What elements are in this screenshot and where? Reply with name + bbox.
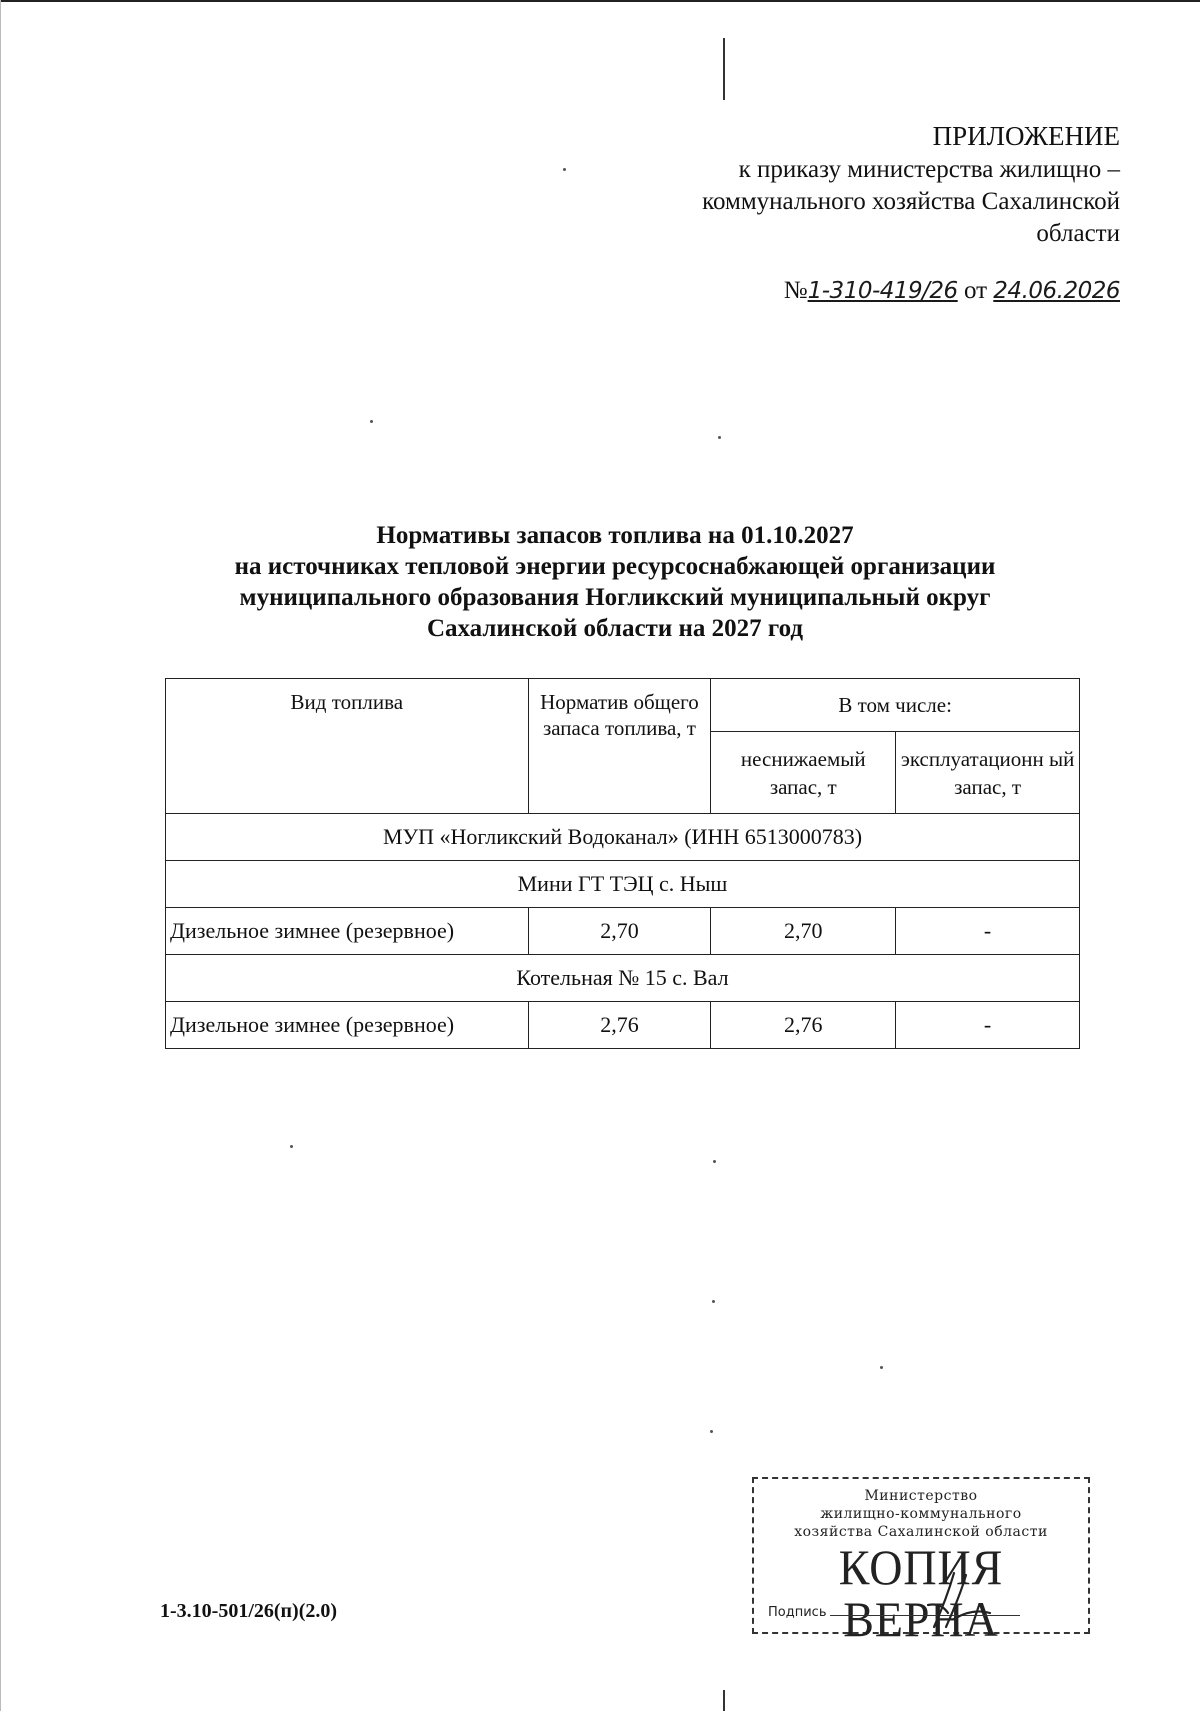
appendix-line: области (1036, 220, 1120, 247)
appendix-header (702, 118, 1120, 250)
stamp-org-line: жилищно-коммунального (820, 1506, 1022, 1522)
stamp-org-line: хозяйства Сахалинской области (794, 1524, 1048, 1540)
header-total-norm: Норматив общего запаса топлива, т (528, 679, 711, 814)
left-scan-edge (0, 0, 1, 1711)
stamp-sign-label: Подпись (768, 1605, 827, 1620)
scan-margin-mark (723, 38, 725, 100)
header-fuel-kind: Вид топлива (166, 679, 529, 814)
total-norm-cell: 2,70 (528, 908, 711, 955)
header-including: В том числе: (711, 679, 1080, 732)
table-row (166, 1002, 1080, 1049)
total-norm-cell: 2,76 (528, 1002, 711, 1049)
table-row (166, 861, 1080, 908)
number-prefix: № (783, 277, 808, 304)
date-prefix: от (963, 277, 988, 304)
operational-stock-cell: - (896, 1002, 1080, 1049)
organization-name: МУП «Ногликский Водоканал» (ИНН 6513000783) (166, 814, 1080, 861)
top-scan-edge (0, 0, 1200, 2)
table-header-row (166, 679, 1080, 732)
operational-stock-cell: - (896, 908, 1080, 955)
minimum-stock-cell: 2,70 (711, 908, 896, 955)
document-title (150, 520, 1080, 644)
minimum-stock-cell: 2,76 (711, 1002, 896, 1049)
title-line: Сахалинской области на 2027 год (426, 615, 804, 642)
fuel-kind-cell: Дизельное зимнее (резервное) (166, 908, 529, 955)
fuel-norms-table (165, 678, 1080, 1049)
title-line: на источниках тепловой энергии ресурсоснабжающей организации (234, 553, 996, 580)
handwritten-signature-icon (924, 1569, 994, 1631)
certified-copy-stamp (752, 1477, 1090, 1647)
document-code: 1-3.10-501/26(п)(2.0) (160, 1600, 338, 1622)
appendix-line: к приказу министерства жилищно – (738, 156, 1120, 183)
order-date: 24.06.2026 (993, 278, 1120, 304)
scan-speck (713, 1160, 716, 1163)
table-row (166, 908, 1080, 955)
title-line: Нормативы запасов топлива на 01.10.2027 (376, 522, 854, 549)
table-row (166, 814, 1080, 861)
scan-speck (563, 168, 566, 171)
order-number: 1-310-419/26 (807, 278, 958, 304)
source-name: Котельная № 15 с. Вал (166, 955, 1080, 1002)
scan-speck (370, 420, 373, 423)
scan-speck (880, 1366, 883, 1369)
table-row (166, 955, 1080, 1002)
scan-speck (710, 1430, 713, 1433)
stamp-main-text: КОПИЯ ВЕРНА (838, 1539, 1004, 1647)
stamp-org-line: Министерство (864, 1488, 978, 1504)
order-number-line (784, 277, 1120, 305)
header-operational-stock: эксплуатационн ый запас, т (896, 732, 1080, 814)
scan-speck (712, 1300, 715, 1303)
header-minimum-stock: неснижаемый запас, т (711, 732, 896, 814)
appendix-title: ПРИЛОЖЕНИЕ (932, 121, 1120, 151)
appendix-line: коммунального хозяйства Сахалинской (702, 188, 1120, 215)
title-line: муниципального образования Ногликский муниципальный округ (239, 584, 991, 611)
scan-margin-mark (723, 1690, 725, 1711)
scan-speck (718, 436, 721, 439)
stamp-org (754, 1487, 1088, 1541)
scan-speck (290, 1145, 293, 1148)
source-name: Мини ГТ ТЭЦ с. Ныш (166, 861, 1080, 908)
fuel-kind-cell: Дизельное зимнее (резервное) (166, 1002, 529, 1049)
